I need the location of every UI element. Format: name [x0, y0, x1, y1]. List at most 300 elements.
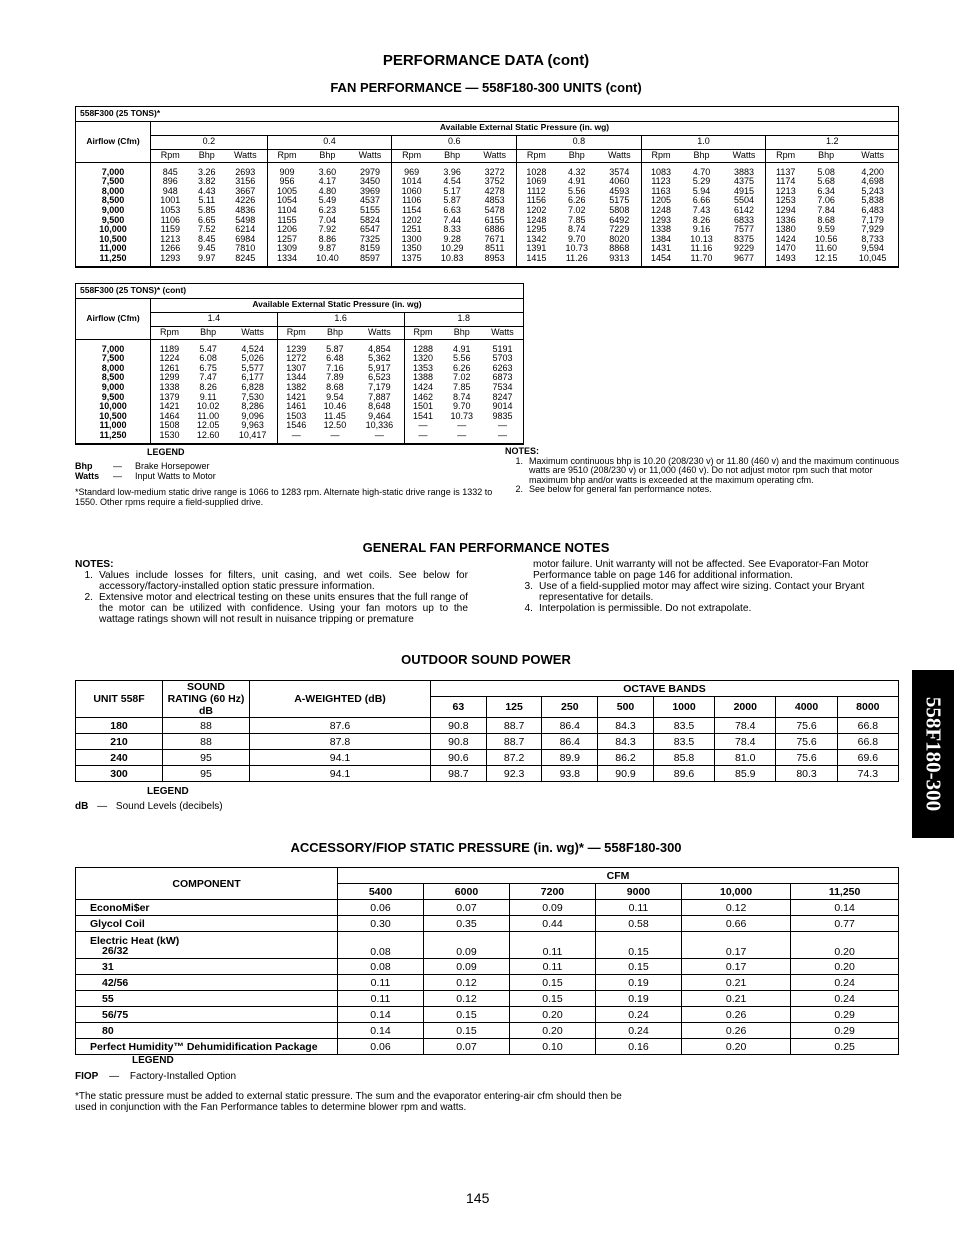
value-cell: —: [315, 431, 355, 444]
value-cell: 9.28: [443, 233, 461, 244]
esp-header: Available External Static Pressure (in. wg): [151, 121, 899, 135]
column-header: Rpm: [641, 149, 680, 162]
legend-footnote: *Standard low-medium static drive range is 1066 to 1283 rpm. Alternate high-static drive range is 1332 to 1550. Other rpms require a field-supplied drive.: [75, 487, 493, 507]
value-cell: 6.66: [692, 195, 711, 206]
value-cell: 7.84: [817, 204, 835, 215]
value-cell: 0.11: [509, 932, 595, 959]
note-text: Use of a field-supplied motor may affect wire sizing. Contact your Bryant representative for details.: [539, 581, 865, 603]
value-cell: 6142: [733, 204, 754, 215]
general-notes-title: GENERAL FAN PERFORMANCE NOTES: [362, 540, 610, 555]
value-cell: 1462: [404, 393, 441, 403]
note-item: [505, 457, 900, 486]
value-cell: 909: [267, 162, 306, 177]
value-cell: 5,026: [241, 353, 264, 364]
value-cell: 1154: [392, 206, 431, 216]
value-cell: 1005: [267, 187, 306, 197]
value-cell: 8953: [473, 254, 516, 267]
value-cell: 5,243: [861, 185, 884, 196]
value-cell: 8245: [224, 254, 267, 267]
value-cell: 5155: [359, 204, 380, 215]
value-cell: 1300: [392, 235, 431, 245]
pressure-group-header: 0.4: [267, 135, 392, 149]
airflow-cell: 11,250: [76, 431, 151, 444]
value-cell: 1424: [766, 235, 805, 245]
value-cell: 6.08: [199, 353, 217, 364]
value-cell: 69.6: [837, 750, 898, 766]
value-cell: 6833: [733, 214, 754, 225]
value-cell: 0.08: [338, 932, 424, 959]
value-cell: 0.06: [338, 1039, 424, 1055]
value-cell: —: [404, 431, 441, 444]
general-notes-right: [515, 559, 899, 614]
value-cell: 9835: [492, 410, 513, 421]
note-number: 2.: [84, 592, 93, 603]
value-cell: 0.11: [595, 900, 681, 916]
value-cell: 5,838: [861, 195, 884, 206]
value-cell: 4836: [235, 204, 256, 215]
value-cell: 9.97: [190, 254, 224, 267]
value-cell: 5824: [359, 214, 380, 225]
value-cell: 0.66: [681, 916, 790, 932]
electric-heat-label: Electric Heat (kW): [90, 935, 180, 947]
table-row: [76, 750, 899, 766]
value-cell: 0.21: [681, 991, 790, 1007]
value-cell: 1431: [641, 244, 680, 254]
value-cell: 1054: [267, 196, 306, 206]
value-cell: 7.47: [199, 372, 217, 383]
value-cell: 0.12: [681, 900, 790, 916]
band-header: 63: [431, 697, 487, 718]
note-number: 1.: [515, 455, 523, 466]
fan-table-25-tons: [75, 106, 899, 268]
value-cell: 9313: [598, 254, 641, 267]
value-cell: 0.09: [423, 959, 509, 975]
column-header: Rpm: [392, 149, 431, 162]
value-cell: 4593: [609, 185, 630, 196]
value-cell: 7,179: [861, 214, 884, 225]
fan-performance-title: FAN PERFORMANCE — 558F180-300 UNITS (cont): [330, 80, 642, 95]
column-header: Rpm: [267, 149, 306, 162]
value-cell: 3156: [235, 176, 256, 187]
note-item: [75, 570, 468, 592]
column-header: Rpm: [404, 326, 441, 339]
value-cell: 8.74: [452, 391, 471, 402]
value-cell: 86.4: [542, 734, 598, 750]
value-cell: —: [457, 420, 467, 431]
value-cell: 6873: [492, 372, 513, 383]
value-cell: 1380: [766, 225, 805, 235]
value-cell: 1382: [277, 383, 314, 393]
value-cell: 8.86: [318, 233, 337, 244]
airflow-header: Airflow (Cfm): [76, 121, 151, 162]
value-cell: 1379: [159, 391, 180, 402]
value-cell: 1261: [159, 362, 180, 373]
value-cell: 7671: [484, 233, 505, 244]
value-cell: 7.43: [692, 204, 711, 215]
table-row: [76, 1039, 899, 1055]
column-header: Bhp: [306, 149, 348, 162]
value-cell: 0.24: [595, 1023, 681, 1039]
cfm-header: CFM: [338, 868, 899, 884]
value-cell: 87.2: [486, 750, 542, 766]
column-header: Watts: [224, 149, 267, 162]
component-sub-label: 26/32: [102, 945, 129, 957]
pressure-group-header: 1.2: [766, 135, 899, 149]
value-cell: 1421: [277, 393, 314, 403]
general-notes-left: [75, 559, 468, 625]
value-cell: 0.09: [423, 932, 509, 959]
outdoor-sound-title: OUTDOOR SOUND POWER: [401, 652, 571, 667]
value-cell: 1493: [766, 254, 805, 267]
airflow-cell: 9,500: [76, 393, 151, 403]
value-cell: 0.15: [423, 1007, 509, 1023]
airflow-cell: 8,000: [76, 364, 151, 374]
value-cell: 5.56: [452, 353, 471, 364]
legend-item: [75, 461, 515, 471]
value-cell: 9.45: [197, 243, 216, 254]
value-cell: 87.6: [250, 718, 431, 734]
legend-text: Brake Horsepower: [135, 461, 210, 471]
value-cell: 1541: [404, 412, 441, 422]
page-title: PERFORMANCE DATA (cont): [382, 52, 590, 69]
value-cell: 1353: [404, 364, 441, 374]
airflow-cell: 8,500: [76, 373, 151, 383]
value-cell: 94.1: [250, 750, 431, 766]
value-cell: 1112: [517, 187, 556, 197]
value-cell: 86.2: [598, 750, 654, 766]
component-cell: 31: [76, 959, 338, 975]
value-cell: 85.8: [653, 750, 714, 766]
value-cell: 8,733: [861, 233, 884, 244]
table-row: [76, 916, 899, 932]
value-cell: 7810: [235, 243, 256, 254]
value-cell: 6.26: [452, 362, 471, 373]
value-cell: 4.43: [197, 185, 216, 196]
pressure-group-header: 0.8: [517, 135, 642, 149]
outdoor-sound-table: [75, 680, 899, 782]
value-cell: 78.4: [715, 718, 776, 734]
esp-header: Available External Static Pressure (in. wg): [151, 298, 524, 312]
airflow-header: Airflow (Cfm): [76, 298, 151, 339]
value-cell: 0.26: [681, 1023, 790, 1039]
note-item: [515, 581, 899, 603]
value-cell: 9.54: [326, 391, 344, 402]
value-cell: 10,045: [847, 254, 898, 267]
value-cell: 0.21: [681, 975, 790, 991]
airflow-cell: 8,000: [76, 187, 151, 197]
value-cell: 0.20: [791, 932, 899, 959]
value-cell: 11.26: [556, 254, 598, 267]
component-cell: [76, 932, 338, 959]
value-cell: 5,577: [241, 362, 264, 373]
value-cell: 4060: [609, 176, 630, 187]
fan-notes: [505, 447, 900, 495]
band-header: 4000: [776, 697, 837, 718]
value-cell: 10,417: [228, 431, 277, 444]
band-header: 500: [598, 697, 654, 718]
value-cell: 94.1: [250, 766, 431, 782]
value-cell: 1001: [160, 195, 181, 206]
value-cell: 0.20: [791, 959, 899, 975]
value-cell: 6,483: [861, 204, 884, 215]
value-cell: 5.47: [199, 343, 217, 354]
value-cell: 1213: [766, 187, 805, 197]
value-cell: 0.24: [791, 975, 899, 991]
airflow-cell: 10,000: [76, 402, 151, 412]
table-row: [76, 975, 899, 991]
value-cell: 6984: [235, 233, 256, 244]
value-cell: 0.11: [509, 959, 595, 975]
accessory-footnote: *The static pressure must be added to external static pressure. The sum and the evaporator entering-air cfm should then be used in conjunction with the Fan Performance tables to determine blower rpm and watts.: [75, 1091, 622, 1113]
fan-table-25-tons-cont: [75, 283, 524, 445]
table-row: [76, 734, 899, 750]
airflow-cell: 7,000: [76, 339, 151, 354]
value-cell: 4537: [359, 195, 380, 206]
value-cell: —: [482, 431, 524, 444]
value-cell: 3883: [733, 166, 754, 177]
table-row: [76, 1007, 899, 1023]
value-cell: 90.6: [431, 750, 487, 766]
value-cell: 6886: [484, 224, 505, 235]
value-cell: 98.7: [431, 766, 487, 782]
value-cell: 95: [163, 766, 250, 782]
value-cell: 0.11: [338, 991, 424, 1007]
column-header: Bhp: [680, 149, 722, 162]
value-cell: 6,523: [368, 372, 391, 383]
value-cell: 8020: [609, 233, 630, 244]
value-cell: 6155: [484, 214, 505, 225]
value-cell: 1106: [392, 196, 431, 206]
value-cell: 4915: [733, 185, 754, 196]
value-cell: 7.92: [318, 224, 337, 235]
note-text: See below for general fan performance notes.: [529, 484, 712, 494]
value-cell: 6.63: [443, 204, 461, 215]
value-cell: 10,336: [365, 420, 394, 431]
value-cell: 5,362: [368, 353, 391, 364]
table-row: [76, 254, 899, 267]
accessory-legend: [75, 1055, 675, 1113]
value-cell: 4375: [733, 176, 754, 187]
value-cell: 9.59: [817, 224, 835, 235]
legend-abbr: Bhp: [75, 461, 93, 471]
value-cell: 0.12: [423, 975, 509, 991]
value-cell: 12.60: [188, 431, 228, 444]
value-cell: 3574: [609, 166, 630, 177]
airflow-cell: 7,000: [76, 162, 151, 177]
value-cell: —: [441, 431, 481, 444]
sound-legend-abbr: dB: [75, 801, 89, 812]
value-cell: 66.8: [837, 718, 898, 734]
value-cell: 92.3: [486, 766, 542, 782]
value-cell: —: [277, 431, 314, 444]
value-cell: 1334: [267, 254, 306, 267]
column-header: Rpm: [277, 326, 314, 339]
value-cell: 1384: [641, 235, 680, 245]
table-row: [76, 431, 524, 444]
value-cell: 8.68: [817, 214, 835, 225]
cfm-column-header: 9000: [595, 884, 681, 900]
airflow-cell: 11,250: [76, 254, 151, 267]
value-cell: 0.29: [791, 1007, 899, 1023]
value-cell: 0.20: [509, 1007, 595, 1023]
value-cell: 5498: [235, 214, 256, 225]
value-cell: 1470: [766, 244, 805, 254]
value-cell: 0.12: [423, 991, 509, 1007]
general-notes-label: NOTES:: [75, 559, 114, 570]
value-cell: 9.70: [452, 401, 471, 412]
value-cell: 3969: [359, 185, 380, 196]
table-row: [76, 718, 899, 734]
value-cell: 1069: [517, 177, 556, 187]
value-cell: 1461: [277, 402, 314, 412]
value-cell: 1123: [641, 177, 680, 187]
value-cell: 89.9: [542, 750, 598, 766]
value-cell: 4853: [484, 195, 505, 206]
table-row: [76, 959, 899, 975]
value-cell: 1309: [267, 244, 306, 254]
value-cell: 5191: [492, 343, 513, 354]
value-cell: 7,887: [368, 391, 391, 402]
value-cell: 1293: [641, 216, 680, 226]
value-cell: 3.26: [197, 166, 216, 177]
value-cell: 3.82: [197, 176, 216, 187]
value-cell: 6547: [359, 224, 380, 235]
value-cell: 5.17: [443, 185, 461, 196]
column-header: Bhp: [441, 326, 481, 339]
value-cell: 0.58: [595, 916, 681, 932]
accessory-legend-text: Factory-Installed Option: [129, 1071, 237, 1082]
cfm-column-header: 10,000: [681, 884, 790, 900]
value-cell: 4,698: [861, 176, 884, 187]
value-cell: 9,096: [241, 410, 264, 421]
value-cell: 1083: [641, 162, 680, 177]
sound-legend-text: Sound Levels (decibels): [115, 801, 223, 812]
column-header: Bhp: [315, 326, 355, 339]
value-cell: 1454: [641, 254, 680, 267]
value-cell: 0.07: [423, 1039, 509, 1055]
value-cell: 0.06: [338, 900, 424, 916]
component-cell: 42/56: [76, 975, 338, 991]
value-cell: 0.17: [681, 959, 790, 975]
accessory-legend-abbr: FIOP: [75, 1071, 99, 1082]
value-cell: 0.30: [338, 916, 424, 932]
value-cell: 9,963: [241, 420, 264, 431]
table-row: [76, 766, 899, 782]
value-cell: 7.85: [568, 214, 586, 225]
airflow-cell: 10,500: [76, 235, 151, 245]
value-cell: 1464: [159, 410, 180, 421]
value-cell: 1189: [159, 343, 180, 354]
value-cell: 4.32: [568, 166, 586, 177]
value-cell: 4.91: [568, 176, 586, 187]
table-row: [76, 339, 524, 354]
value-cell: 3752: [484, 176, 505, 187]
column-header: Watts: [349, 149, 392, 162]
value-cell: 7.85: [452, 381, 471, 392]
value-cell: 0.77: [791, 916, 899, 932]
value-cell: 0.16: [595, 1039, 681, 1055]
value-cell: 5808: [609, 204, 630, 215]
column-header: Rpm: [151, 149, 190, 162]
value-cell: 0.14: [338, 1007, 424, 1023]
component-cell: Glycol Coil: [76, 916, 338, 932]
value-cell: 1546: [277, 421, 314, 431]
column-header: Rpm: [766, 149, 805, 162]
value-cell: 0.07: [423, 900, 509, 916]
value-cell: 1344: [277, 373, 314, 383]
pressure-group-header: 1.4: [151, 312, 278, 326]
value-cell: 1156: [517, 196, 556, 206]
airflow-cell: 8,500: [76, 196, 151, 206]
value-cell: 5703: [492, 353, 513, 364]
value-cell: 0.15: [595, 959, 681, 975]
value-cell: 1307: [277, 364, 314, 374]
value-cell: 7.06: [817, 195, 835, 206]
note-text: Extensive motor and electrical testing on these units ensures that the full range of the motor can be utilized with confidence. Using your fan motors up to the wattage ratings shown will not result in nuisance tripping or premature: [99, 592, 468, 625]
airflow-cell: 7,500: [76, 177, 151, 187]
value-cell: 2979: [359, 166, 380, 177]
value-cell: 11.16: [690, 243, 713, 254]
pressure-group-header: 0.6: [392, 135, 517, 149]
table-row: [76, 991, 899, 1007]
value-cell: 4.91: [452, 343, 471, 354]
value-cell: 8.26: [199, 381, 217, 392]
value-cell: 88.7: [486, 718, 542, 734]
value-cell: 5.08: [817, 166, 835, 177]
value-cell: 8511: [484, 243, 505, 254]
value-cell: 7.04: [318, 214, 337, 225]
column-header: Watts: [473, 149, 516, 162]
sound-rating-header: SOUND RATING (60 Hz) dB: [163, 681, 250, 718]
value-cell: 11.60: [815, 243, 838, 254]
octave-bands-header: OCTAVE BANDS: [431, 681, 899, 697]
band-header: 2000: [715, 697, 776, 718]
airflow-cell: 11,000: [76, 244, 151, 254]
value-cell: 3667: [235, 185, 256, 196]
legend-dash: —: [113, 461, 122, 471]
value-cell: 0.35: [423, 916, 509, 932]
value-cell: 11.70: [680, 254, 722, 267]
value-cell: 10.29: [440, 243, 464, 254]
pressure-group-header: 0.2: [151, 135, 268, 149]
value-cell: 9,594: [861, 243, 884, 254]
value-cell: 84.3: [598, 734, 654, 750]
value-cell: 95: [163, 750, 250, 766]
value-cell: 0.44: [509, 916, 595, 932]
value-cell: 83.5: [653, 718, 714, 734]
note-number: 3.: [524, 581, 533, 592]
legend-abbr: Watts: [75, 471, 100, 481]
value-cell: 10.40: [306, 254, 348, 267]
value-cell: 0.15: [509, 991, 595, 1007]
value-cell: 87.8: [250, 734, 431, 750]
value-cell: 9229: [733, 243, 754, 254]
value-cell: 7.02: [568, 204, 586, 215]
column-header: Bhp: [190, 149, 224, 162]
value-cell: 66.8: [837, 734, 898, 750]
value-cell: 8.26: [692, 214, 711, 225]
value-cell: 84.3: [598, 718, 654, 734]
value-cell: 6263: [492, 362, 513, 373]
fan-notes-title: NOTES:: [505, 446, 540, 456]
value-cell: 1106: [160, 214, 180, 225]
value-cell: 8.45: [197, 233, 216, 244]
value-cell: 9.87: [318, 243, 337, 254]
value-cell: 8159: [359, 243, 380, 254]
value-cell: 4226: [235, 195, 256, 206]
component-cell: 80: [76, 1023, 338, 1039]
page-number: 145: [466, 1190, 490, 1206]
